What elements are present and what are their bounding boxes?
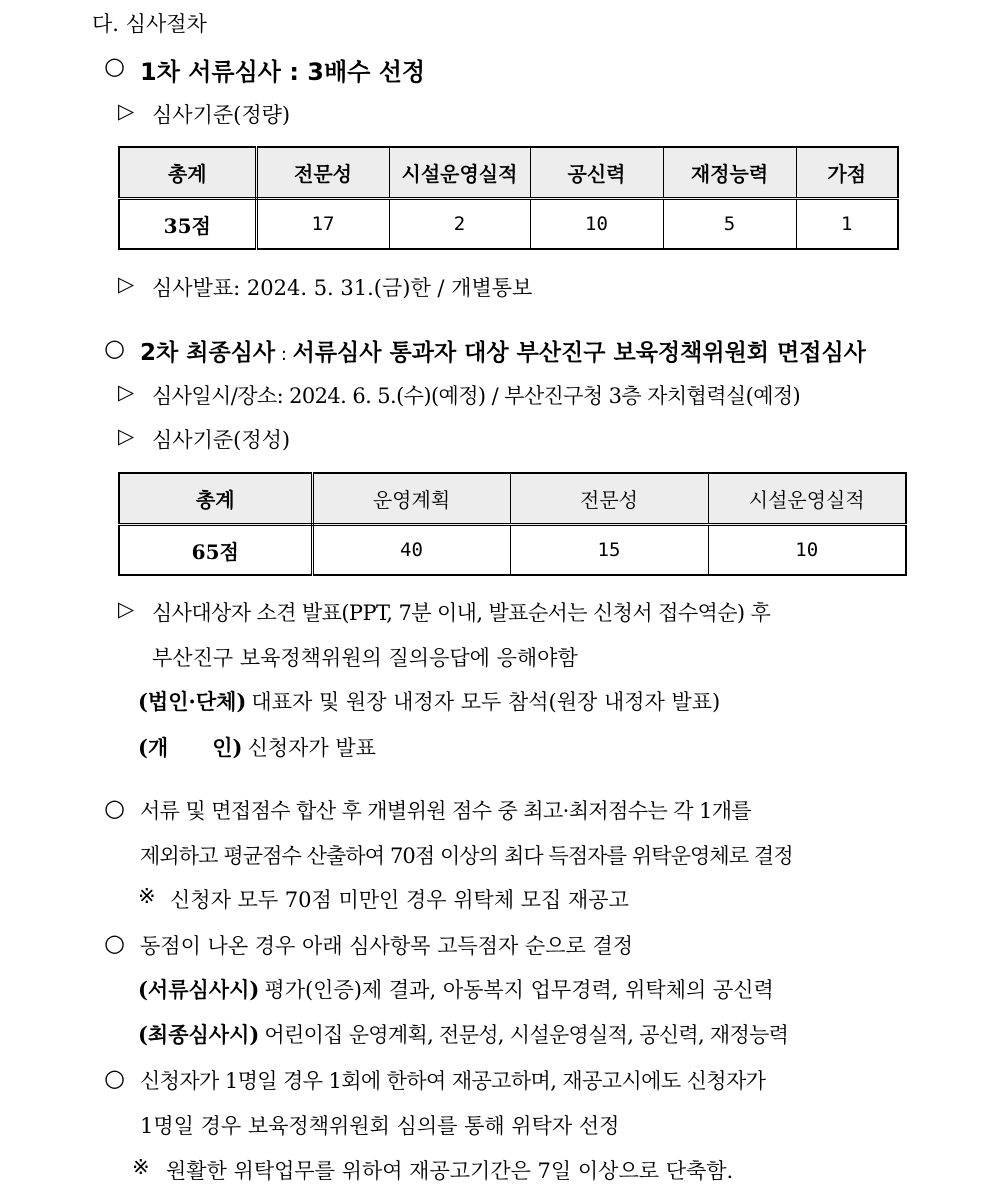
- indiv-label-open: (개: [138, 735, 169, 760]
- stage1-criteria-label: 심사기준(정량): [152, 103, 291, 127]
- table-cell-total: 65점: [119, 525, 312, 576]
- note2-doc-label: (서류심사시): [138, 977, 260, 1002]
- table-cell: 10: [530, 199, 663, 250]
- table-header-cell: 전문성: [510, 473, 708, 525]
- corp-line: [138, 686, 720, 716]
- table-cell: 15: [510, 525, 708, 576]
- note2-line1: 동점이 나온 경우 아래 심사항목 고득점자 순으로 결정: [140, 934, 634, 958]
- stage2-schedule: 심사일시/장소: 2024. 6. 5.(수)(예정) / 부산진구청 3층 자치협력실(예정): [152, 384, 801, 408]
- stage2-criteria-marker: ▷: [118, 424, 135, 448]
- indiv-line: [138, 732, 376, 762]
- table-header-cell: 공신력: [530, 147, 663, 199]
- table-header-cell: 전문성: [256, 147, 389, 199]
- stage2-criteria-label: 심사기준(정성): [152, 428, 291, 452]
- table-row: [119, 525, 906, 576]
- stage1-title: 1차 서류심사 : 3배수 선정: [140, 58, 426, 86]
- table-cell: 10: [708, 525, 906, 576]
- note3-line2: 1명일 경우 보육정책위원회 심의를 통해 위탁자 선정: [140, 1114, 620, 1138]
- note2-doc-line: [138, 974, 774, 1004]
- note2-final-text: 어린이집 운영계획, 전문성, 시설운영실적, 공신력, 재정능력: [264, 1023, 789, 1047]
- stage2-presentation-line1: 심사대상자 소견 발표(PPT, 7분 이내, 발표순서는 신청서 접수역순) 후: [152, 601, 771, 625]
- note1-line1: 서류 및 면접점수 합산 후 개별위원 점수 중 최고·최저점수는 각 1개를: [140, 799, 752, 823]
- note3-ref: 원활한 위탁업무를 위하여 재공고기간은 7일 이상으로 단축함.: [166, 1159, 734, 1183]
- stage1-announce-marker: ▷: [118, 272, 135, 296]
- indiv-text: 신청자가 발표: [247, 736, 376, 760]
- table-header-cell: 총계: [119, 147, 256, 199]
- table-cell: 40: [312, 525, 510, 576]
- table-cell: 17: [256, 199, 389, 250]
- table-header-cell: 재정능력: [663, 147, 796, 199]
- stage2-schedule-marker: ▷: [118, 380, 135, 404]
- table-header-cell: 총계: [119, 473, 312, 525]
- indiv-label-close: 인): [212, 735, 243, 760]
- table-row: [119, 199, 898, 250]
- note2-final-label: (최종심사시): [138, 1022, 260, 1047]
- note2-doc-text: 평가(인증)제 결과, 아동복지 업무경력, 위탁체의 공신력: [264, 978, 774, 1002]
- stage1-criteria-marker: ▷: [118, 99, 135, 123]
- table-header-cell: 운영계획: [312, 473, 510, 525]
- note3-ref-mark: ※: [132, 1155, 150, 1179]
- note1-ref-mark: ※: [138, 884, 156, 908]
- table-header-cell: 가점: [796, 147, 898, 199]
- table-header-cell: 시설운영실적: [708, 473, 906, 525]
- table-cell-total: 35점: [119, 199, 256, 250]
- table-header-row: [119, 147, 898, 199]
- stage1-criteria-table: [118, 146, 899, 250]
- stage2-criteria-table: [118, 472, 907, 576]
- stage2-title: [140, 334, 866, 367]
- note1-line2: 제외하고 평균점수 산출하여 70점 이상의 최다 득점자를 위탁운영체로 결정: [140, 844, 793, 868]
- stage2-bullet: ○: [104, 334, 125, 362]
- note2-final-line: [138, 1019, 788, 1049]
- note1-bullet: ○: [104, 794, 125, 822]
- table-header-cell: 시설운영실적: [389, 147, 530, 199]
- stage2-title-rest: 서류심사 통과자 대상 부산진구 보육정책위원회 면접심사: [292, 340, 866, 366]
- section-title: 다. 심사절차: [92, 12, 207, 36]
- stage2-title-bold: 2차 최종심사: [140, 340, 276, 366]
- table-cell: 2: [389, 199, 530, 250]
- corp-label: (법인·단체): [138, 689, 247, 714]
- stage2-presentation-line2: 부산진구 보육정책위원의 질의응답에 응해야함: [152, 646, 578, 670]
- table-header-row: [119, 473, 906, 525]
- stage1-bullet: ○: [104, 52, 125, 80]
- table-cell: 1: [796, 199, 898, 250]
- stage2-title-sep: :: [275, 344, 293, 365]
- note2-bullet: ○: [104, 929, 125, 957]
- table-cell: 5: [663, 199, 796, 250]
- note1-ref: 신청자 모두 70점 미만인 경우 위탁체 모집 재공고: [170, 888, 629, 912]
- corp-text: 대표자 및 원장 내정자 모두 참석(원장 내정자 발표): [251, 690, 721, 714]
- stage1-announce: 심사발표: 2024. 5. 31.(금)한 / 개별통보: [152, 276, 533, 300]
- note3-line1: 신청자가 1명일 경우 1회에 한하여 재공고하며, 재공고시에도 신청자가: [140, 1069, 766, 1093]
- note3-bullet: ○: [104, 1064, 125, 1092]
- stage2-presentation-marker: ▷: [118, 597, 135, 621]
